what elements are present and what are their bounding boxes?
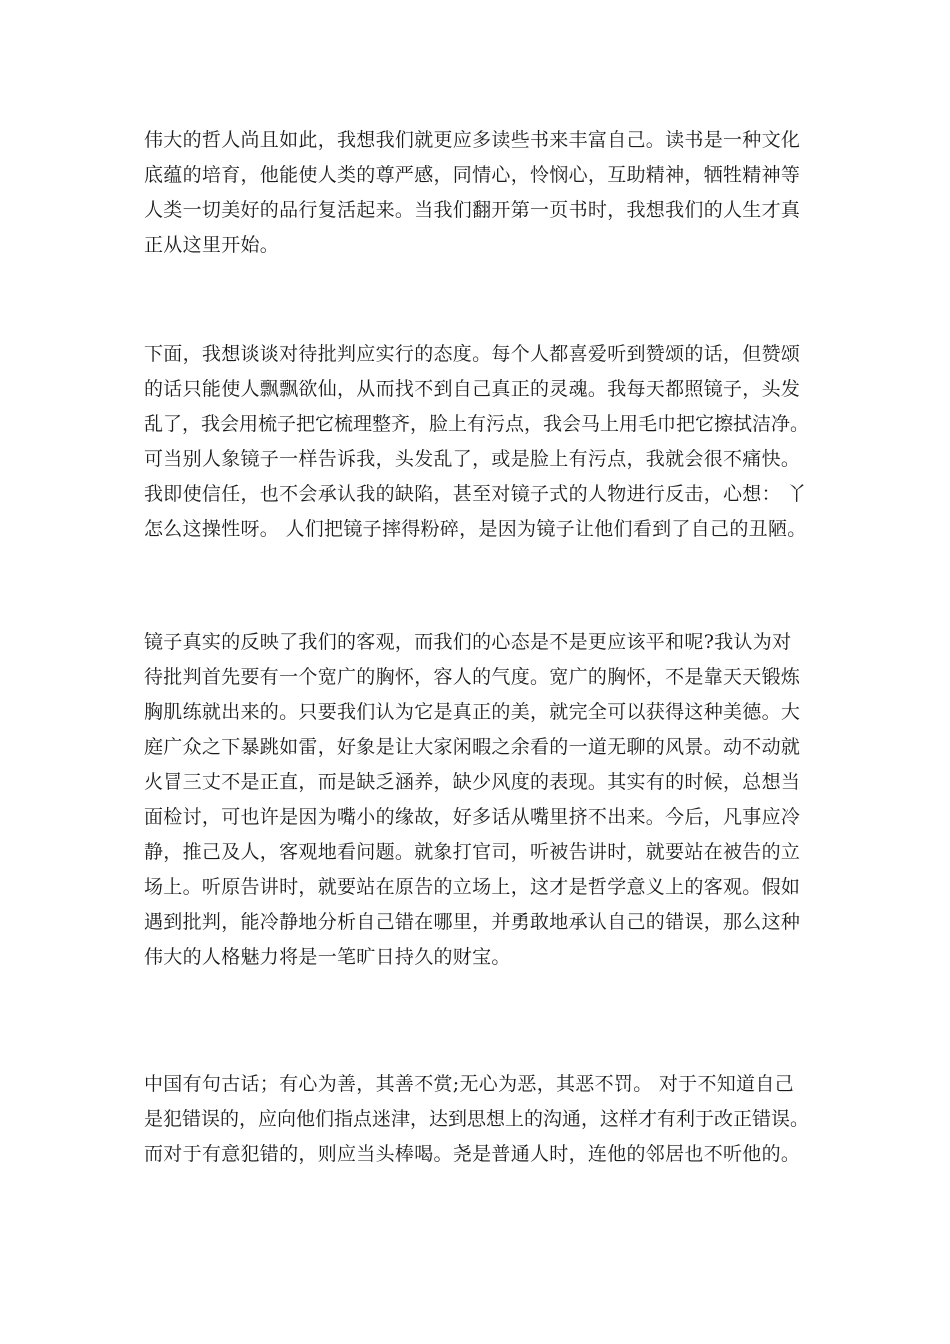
text-line: 庭广众之下暴跳如雷，好象是让大家闲暇之余看的一道无聊的风景。动不动就 bbox=[144, 736, 801, 758]
text-line: 我即使信任，也不会承认我的缺陷，甚至对镜子式的人物进行反击，心想： 丫 bbox=[144, 483, 807, 505]
text-line: 火冒三丈不是正直，而是缺乏涵养，缺少风度的表现。其实有的时候，总想当 bbox=[144, 771, 801, 793]
text-line: 场上。听原告讲时，就要站在原告的立场上，这才是哲学意义上的客观。假如 bbox=[144, 876, 801, 898]
text-line: 中国有句古话；有心为善，其善不赏;无心为恶，其恶不罚。 对于不知道自己 bbox=[144, 1073, 794, 1095]
text-line: 下面，我想谈谈对待批判应实行的态度。每个人都喜爱听到赞颂的话，但赞颂 bbox=[144, 343, 801, 365]
text-line: 是犯错误的，应向他们指点迷津，达到思想上的沟通，这样才有利于改正错误。 bbox=[144, 1108, 810, 1130]
text-line: 的话只能使人飘飘欲仙，从而找不到自己真正的灵魂。我每天都照镜子，头发 bbox=[144, 378, 801, 400]
text-line: 伟大的哲人尚且如此，我想我们就更应多读些书来丰富自己。读书是一种文化 bbox=[144, 129, 801, 151]
text-line: 待批判首先要有一个宽广的胸怀，容人的气度。宽广的胸怀，不是靠天天锻炼 bbox=[144, 666, 801, 688]
text-line: 镜子真实的反映了我们的客观，而我们的心态是不是更应该平和呢?我认为对 bbox=[144, 631, 792, 653]
text-line: 底蕴的培育，他能使人类的尊严感，同情心，怜悯心，互助精神，牺牲精神等 bbox=[144, 164, 801, 186]
paragraph-4 bbox=[144, 1067, 809, 1172]
text-line: 正从这里开始。 bbox=[144, 234, 280, 256]
text-line: 乱了，我会用梳子把它梳理整齐，脸上有污点，我会马上用毛巾把它擦拭洁净。 bbox=[144, 413, 810, 435]
text-line: 静，推己及人，客观地看问题。就象打官司，听被告讲时，就要站在被告的立 bbox=[144, 841, 801, 863]
text-line: 可当别人象镜子一样告诉我，头发乱了，或是脸上有污点，我就会很不痛快。 bbox=[144, 448, 801, 470]
text-line: 胸肌练就出来的。只要我们认为它是真正的美，就完全可以获得这种美德。大 bbox=[144, 701, 801, 723]
text-line: 面检讨，可也许是因为嘴小的缘故，好多话从嘴里挤不出来。今后，凡事应冷 bbox=[144, 806, 801, 828]
paragraph-2 bbox=[144, 337, 809, 547]
text-line: 遇到批判，能冷静地分析自己错在哪里，并勇敢地承认自己的错误，那么这种 bbox=[144, 911, 801, 933]
paragraph-3 bbox=[144, 625, 809, 975]
paragraph-1 bbox=[144, 123, 809, 263]
text-line: 伟大的人格魅力将是一笔旷日持久的财宝。 bbox=[144, 946, 511, 968]
text-line: 人类一切美好的品行复活起来。当我们翻开第一页书时，我想我们的人生才真 bbox=[144, 199, 801, 221]
text-line: 而对于有意犯错的，则应当头棒喝。尧是普通人时，连他的邻居也不听他的。 bbox=[144, 1143, 801, 1165]
text-line: 怎么这操性呀。 人们把镜子摔得粉碎，是因为镜子让他们看到了自己的丑陋。 bbox=[144, 518, 807, 540]
